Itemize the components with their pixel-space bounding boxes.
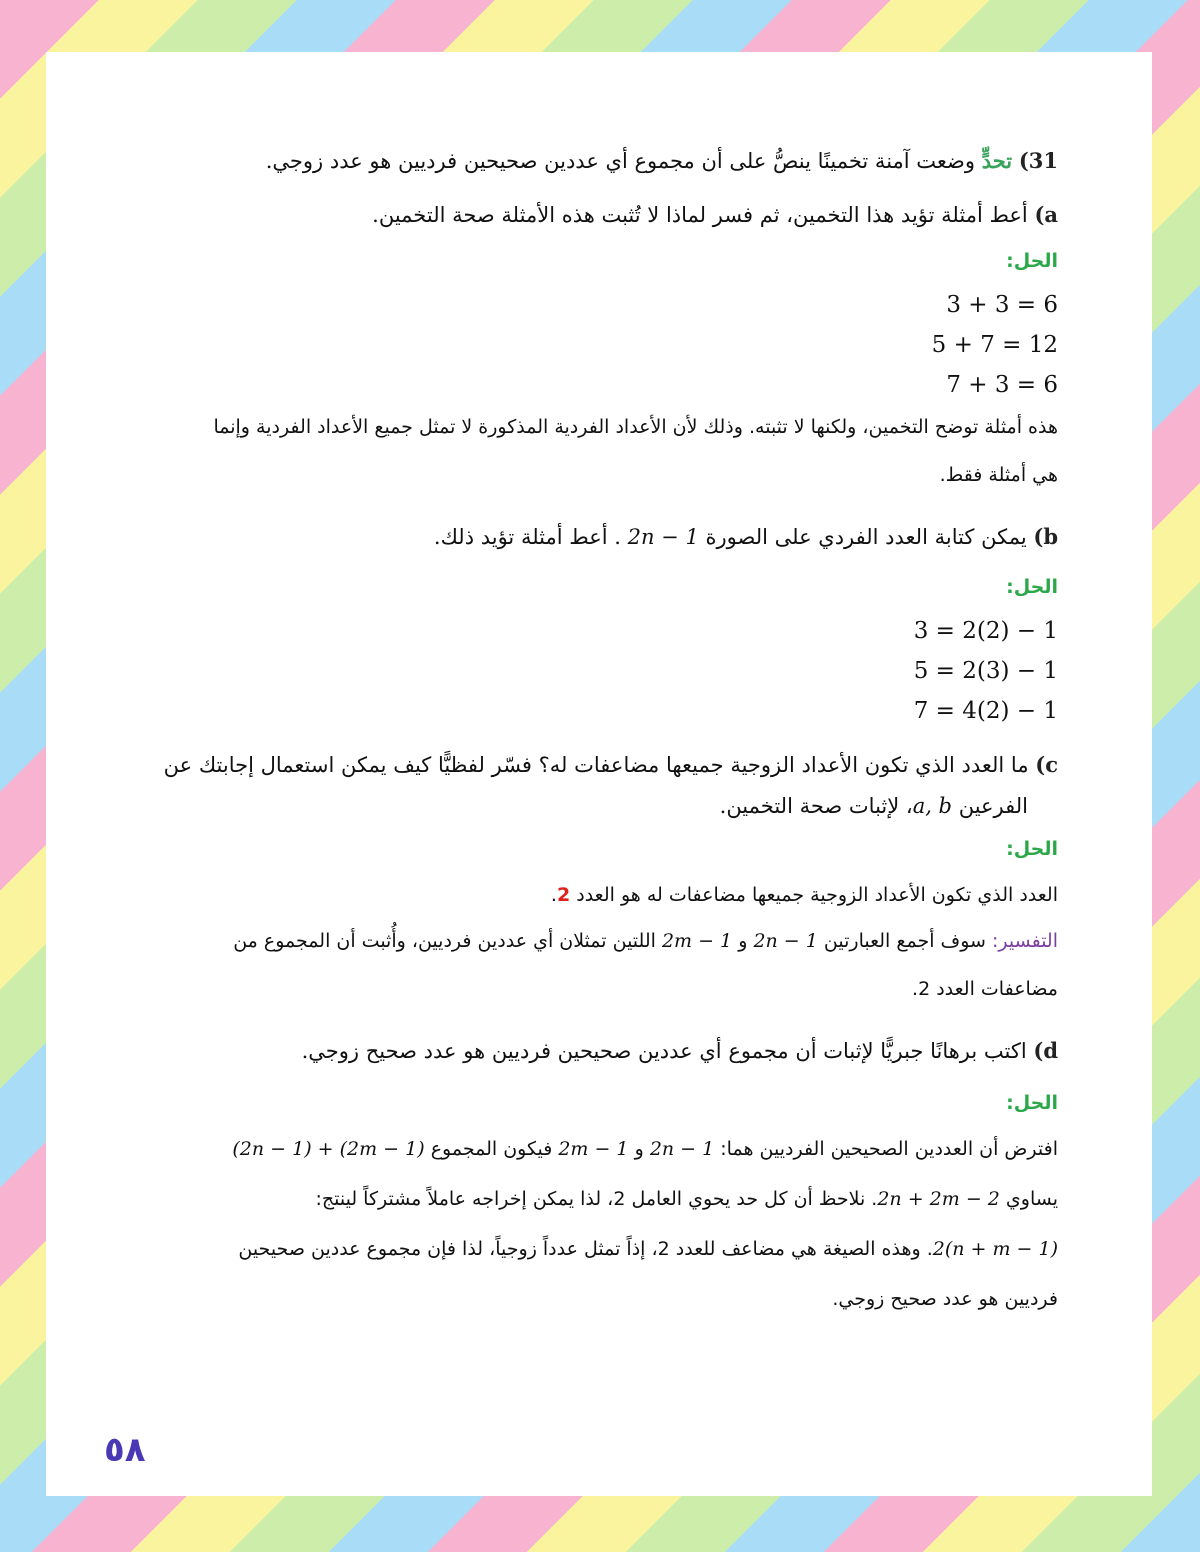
explanation-c-line1 <box>233 930 1058 952</box>
explanation-and: و <box>738 930 748 952</box>
part-b-text-after: . أعط أمثلة تؤيد ذلك. <box>433 525 621 549</box>
math-b-1: 3 = 2(2) − 1 <box>913 618 1058 644</box>
question-text: وضعت آمنة تخمينًا ينصُّ على أن مجموع أي عددين صحيحين فرديين هو عدد زوجي. <box>265 149 976 173</box>
answer-a-line2: هي أمثلة فقط. <box>939 464 1058 486</box>
part-b-label: b) <box>1033 524 1058 549</box>
explanation-label: التفسير: <box>992 930 1058 952</box>
question-number: 31) <box>1018 148 1058 173</box>
proof-expr1: 2n − 1 <box>649 1138 715 1160</box>
part-a-text: أعط أمثلة تؤيد هذا التخمين، ثم فسر لماذا لا تُثبت هذه الأمثلة صحة التخمين. <box>372 203 1028 227</box>
solution-label-b: الحل: <box>1006 576 1058 598</box>
part-d-text: اكتب برهانًا جبريًّا لإثبات أن مجموع أي عددين صحيحين فرديين هو عدد صحيح زوجي. <box>301 1039 1027 1063</box>
proof-line1 <box>232 1138 1058 1160</box>
challenge-label: تحدٍّ <box>981 148 1013 173</box>
math-b-2: 5 = 2(3) − 1 <box>913 658 1058 684</box>
answer-c-value: 2 <box>556 884 571 906</box>
part-d-label: d) <box>1033 1038 1058 1063</box>
proof-line3 <box>238 1238 1058 1260</box>
answer-c-period: . <box>550 884 557 906</box>
part-d-question <box>302 1038 1058 1063</box>
proof-and: و <box>634 1138 644 1160</box>
part-b-expr: 2n − 1 <box>627 525 699 549</box>
part-b-question <box>434 524 1058 549</box>
explanation-expr2: 2m − 1 <box>661 930 733 952</box>
part-b-text-before: يمكن كتابة العدد الفردي على الصورة <box>705 525 1027 549</box>
page <box>46 52 1152 1496</box>
solution-label-c: الحل: <box>1006 838 1058 860</box>
proof-line2-expr: 2n + 2m − 2 <box>877 1188 1000 1210</box>
math-a-2: 5 + 7 = 12 <box>931 332 1058 358</box>
part-a-label: a) <box>1034 202 1058 227</box>
part-a-question <box>372 202 1058 227</box>
answer-a-line1: هذه أمثلة توضح التخمين، ولكنها لا تثبته. وذلك لأن الأعداد الفردية المذكورة لا تمثل جميع الأعداد الفردية وإنما <box>213 416 1058 438</box>
solution-label-d: الحل: <box>1006 1092 1058 1114</box>
explanation-text-b: اللتين تمثلان أي عددين فرديين، وأُثبت أن المجموع من <box>233 930 656 952</box>
proof-line2-text-a: يساوي <box>1005 1188 1058 1210</box>
proof-expr3: (2n − 1) + (2m − 1) <box>232 1138 425 1160</box>
proof-line4: فرديين هو عدد صحيح زوجي. <box>832 1288 1058 1310</box>
math-b-3: 7 = 4(2) − 1 <box>913 698 1058 724</box>
part-c-line2-after: ، لإثبات صحة التخمين. <box>719 794 913 818</box>
part-c-line1: ما العدد الذي تكون الأعداد الزوجية جميعها مضاعفات له؟ فسّر لفظيًّا كيف يمكن استعمال إجابتك عن <box>163 753 1029 777</box>
proof-line3-text: . وهذه الصيغة هي مضاعف للعدد 2، إذاً تمثل عدداً زوجياً، لذا فإن مجموع عددين صحيحين <box>238 1238 933 1260</box>
solution-label-a: الحل: <box>1006 250 1058 272</box>
question-stem <box>266 148 1058 173</box>
part-c-vars: a, b <box>912 794 953 818</box>
part-c-label: c) <box>1035 752 1058 777</box>
proof-line2-text-b: . نلاحظ أن كل حد يحوي العامل 2، لذا يمكن إخراجه عاملاً مشتركاً لينتج: <box>315 1188 878 1210</box>
answer-c <box>551 884 1058 906</box>
math-a-3: 7 + 3 = 6 <box>946 372 1058 398</box>
part-c-question-line2 <box>720 794 1028 818</box>
explanation-text-a: سوف أجمع العبارتين <box>823 930 986 952</box>
proof-line3-expr: 2(n + m − 1) <box>932 1238 1058 1260</box>
page-number: ٥٨ <box>104 1430 146 1470</box>
part-c-line2-before: الفرعين <box>958 794 1028 818</box>
proof-line1-text-a: افترض أن العددين الصحيحين الفرديين هما: <box>720 1138 1058 1160</box>
math-a-1: 3 + 3 = 6 <box>946 292 1058 318</box>
proof-expr2: 2m − 1 <box>558 1138 629 1160</box>
explanation-c-line2: مضاعفات العدد 2. <box>912 978 1058 1000</box>
part-c-question-line1 <box>164 752 1058 777</box>
proof-line1-text-b: فيكون المجموع <box>430 1138 553 1160</box>
explanation-expr1: 2n − 1 <box>753 930 818 952</box>
proof-line2 <box>315 1188 1058 1210</box>
answer-c-text: العدد الذي تكون الأعداد الزوجية جميعها مضاعفات له هو العدد <box>576 884 1058 906</box>
